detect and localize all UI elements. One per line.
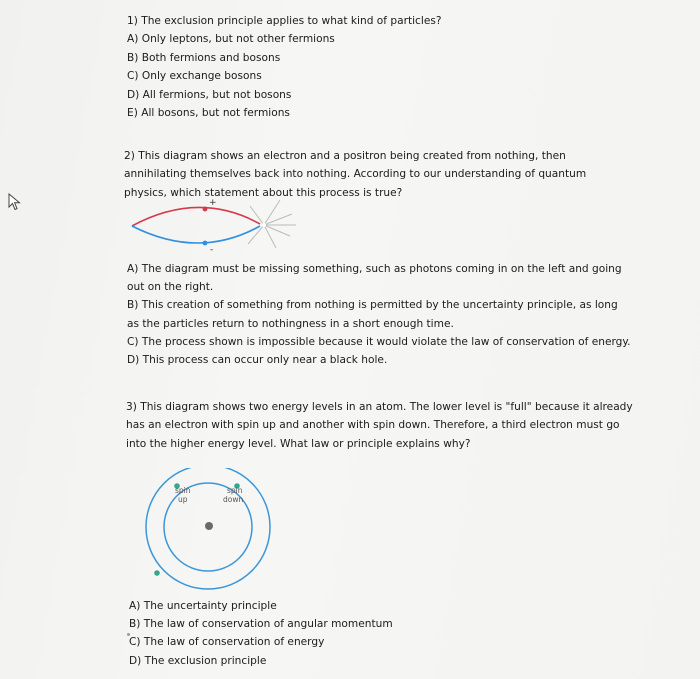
question-2-option-a-line-2: out on the right. [127,281,214,294]
question-1 [127,12,441,122]
question-2-option-a-line-1: A) The diagram must be missing something, such as photons coming in on the left and going [127,263,622,275]
question-1-option-b: B) Both fermions and bosons [127,51,281,64]
positron-path [132,207,260,226]
question-1-option-d: D) All fermions, but not bosons [127,88,292,101]
spin-up-label-top: spin [175,486,191,495]
question-3-options [129,597,393,670]
spin-down-label-bottom: down [223,495,244,504]
nucleus-dot [205,522,213,530]
question-2-option-d: D) This process can occur only near a black hole. [127,354,388,367]
question-2-options [127,260,631,369]
question-3-text-line-3: into the higher energy level. What law or principle explains why? [126,437,471,450]
mouse-cursor-icon [8,193,22,211]
electron-path [132,226,260,243]
spin-up-label-bottom: up [178,495,188,504]
question-3 [126,398,633,453]
minus-label: - [210,245,214,255]
question-2-text-line-2: annihilating themselves back into nothing. According to our understanding of quantum [124,168,587,181]
question-3-text-line-2: has an electron with spin up and another with spin down. Therefore, a third electron must go [126,419,620,432]
positron-dot [203,207,208,212]
question-1-text: 1) The exclusion principle applies to what kind of particles? [127,15,442,27]
atom-energy-levels-diagram [137,468,287,596]
question-1-option-a: A) Only leptons, but not other fermions [127,33,335,46]
question-2-option-b-line-2: as the particles return to nothingness in a short enough time. [127,317,454,330]
third-electron [154,570,160,576]
question-2-text-line-3: physics, which statement about this process is true? [124,186,403,199]
question-3-option-c: C) The law of conservation of energy [129,636,325,649]
pair-creation-diagram [124,196,304,258]
question-3-option-b: B) The law of conservation of angular momentum [129,618,393,631]
question-3-option-a: A) The uncertainty principle [129,600,277,612]
question-2-option-c: C) The process shown is impossible because it would violate the law of conservation of energy. [127,335,631,348]
question-1-option-e: E) All bosons, but not fermions [127,107,290,120]
annihilation-burst-icon [248,200,296,248]
question-3-text-line-1: 3) This diagram shows two energy levels in an atom. The lower level is "full" because it already [126,401,633,413]
electron-dot [203,241,208,246]
question-1-option-c: C) Only exchange bosons [127,70,262,83]
question-2-option-b-line-1: B) This creation of something from nothing is permitted by the uncertainty principle, as long [127,299,618,312]
spin-down-label-top: spin [227,486,243,495]
question-2-text-line-1: 2) This diagram shows an electron and a positron being created from nothing, then [124,150,566,162]
plus-label: + [209,198,217,208]
question-2 [124,147,586,202]
question-3-option-d: D) The exclusion principle [129,654,267,667]
